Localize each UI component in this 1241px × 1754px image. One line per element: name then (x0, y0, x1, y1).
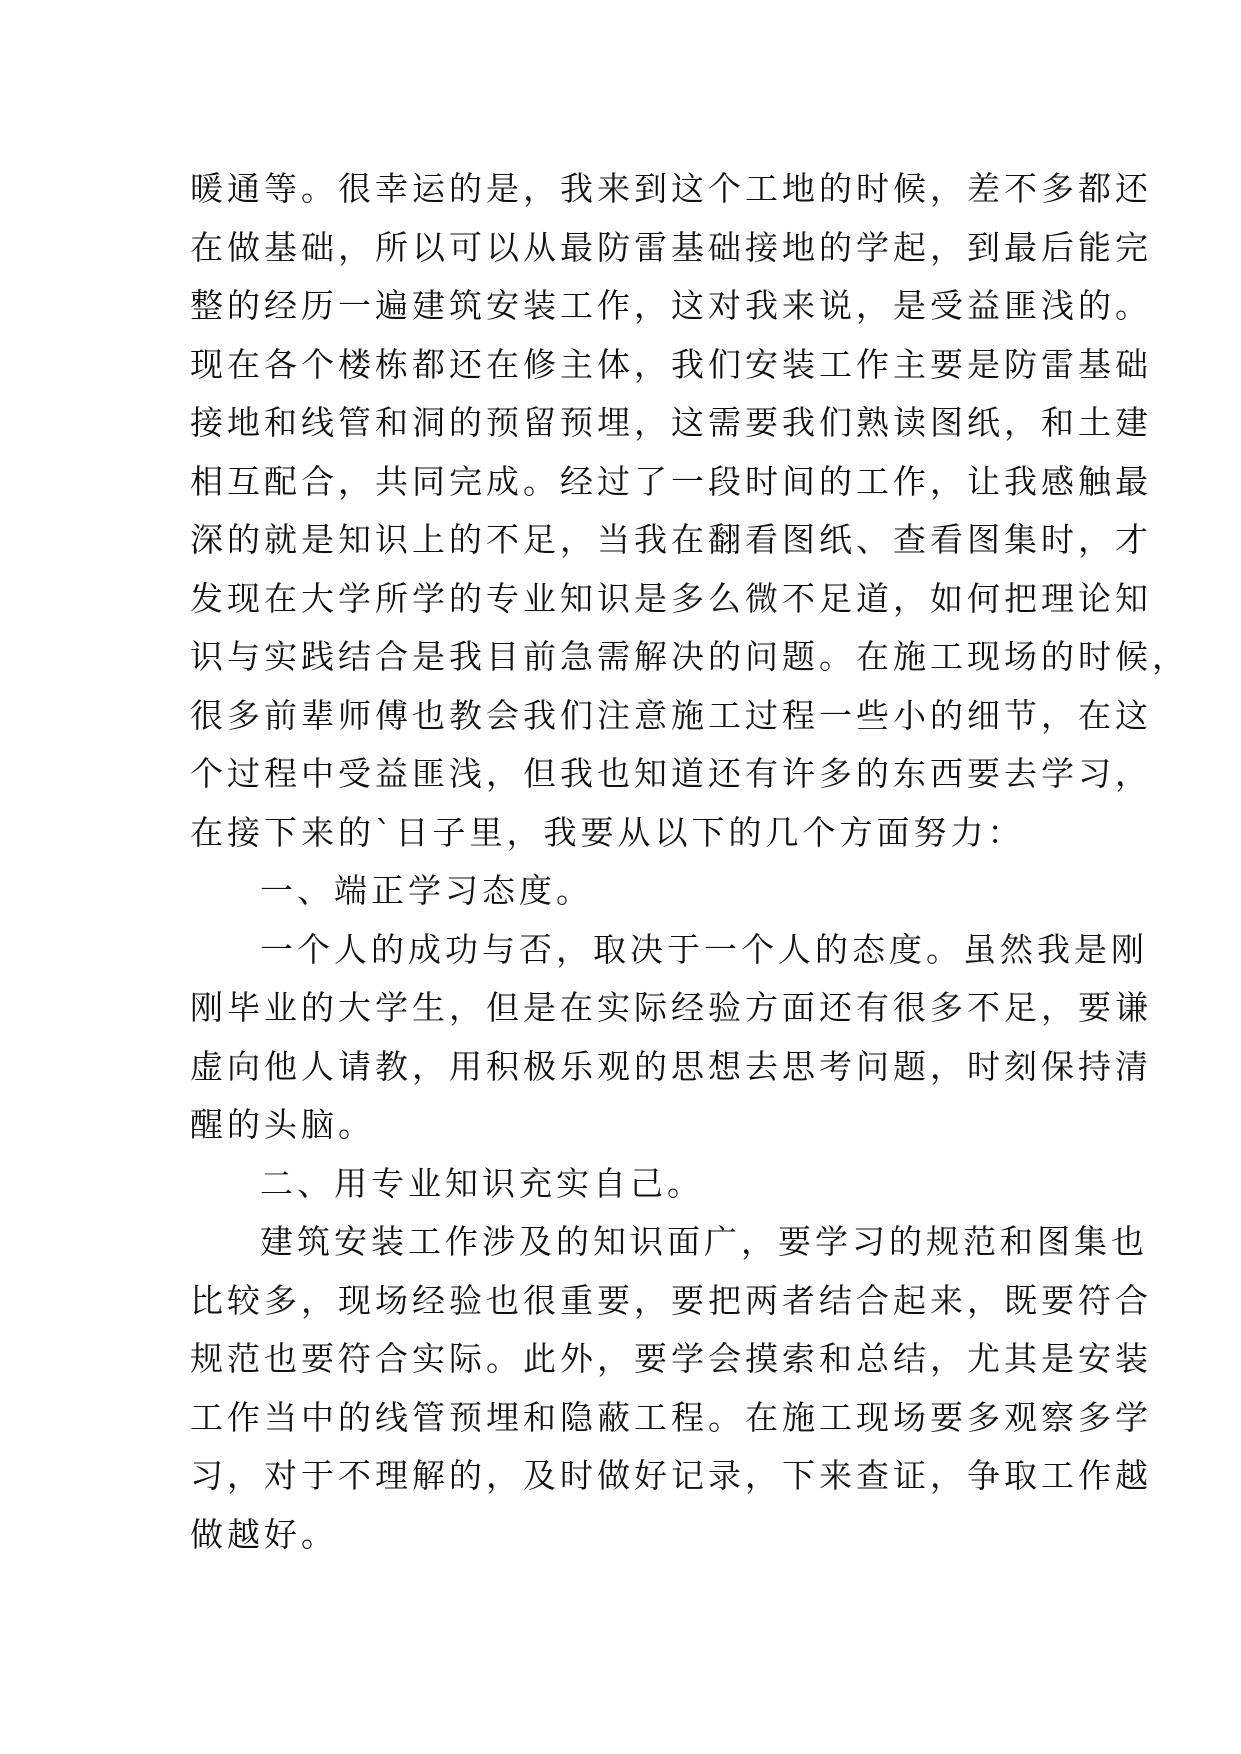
text-line: 工作当中的线管预埋和隐蔽工程。在施工现场要多观察多学 (190, 1397, 1152, 1437)
text-line: 很多前辈师傅也教会我们注意施工过程一些小的细节，在这 (190, 695, 1152, 735)
text-line: 在接下来的`日子里，我要从以下的几个方面努力： (190, 812, 1025, 852)
section-heading: 二、用专业知识充实自己。 (260, 1163, 704, 1203)
text-line: 整的经历一遍建筑安装工作，这对我来说，是受益匪浅的。 (190, 286, 1152, 325)
text-line: 刚毕业的大学生，但是在实际经验方面还有很多不足，要谦 (190, 988, 1152, 1027)
text-line: 深的就是知识上的不足，当我在翻看图纸、查看图集时，才 (190, 520, 1152, 559)
text-line: 现在各个楼栋都还在修主体，我们安装工作主要是防雷基础 (190, 344, 1152, 384)
text-line: 比较多，现场经验也很重要，要把两者结合起来，既要符合 (190, 1280, 1152, 1320)
text-line: 建筑安装工作涉及的知识面广，要学习的规范和图集也 (260, 1222, 1148, 1261)
text-line: 个过程中受益匪浅，但我也知道还有许多的东西要去学习， (190, 754, 1152, 793)
text-line: 识与实践结合是我目前急需解决的问题。在施工现场的时候， (190, 637, 1189, 676)
text-line: 接地和线管和洞的预留预埋，这需要我们熟读图纸，和土建 (190, 403, 1152, 442)
document-body (190, 160, 1189, 1564)
text-line: 相互配合，共同完成。经过了一段时间的工作，让我感触最 (190, 461, 1152, 501)
text-line: 暖通等。很幸运的是，我来到这个工地的时候，差不多都还 (190, 169, 1152, 208)
text-line: 发现在大学所学的专业知识是多么微不足道，如何把理论知 (190, 578, 1152, 618)
text-line: 规范也要符合实际。此外，要学会摸索和总结，尤其是安装 (190, 1339, 1152, 1378)
text-line: 习，对于不理解的，及时做好记录，下来查证，争取工作越 (190, 1456, 1152, 1495)
text-line: 一个人的成功与否，取决于一个人的态度。虽然我是刚 (260, 929, 1148, 969)
text-line: 虚向他人请教，用积极乐观的思想去思考问题，时刻保持清 (190, 1046, 1152, 1086)
text-line: 在做基础，所以可以从最防雷基础接地的学起，到最后能完 (190, 227, 1152, 267)
text-line: 醒的头脑。 (190, 1105, 375, 1144)
text-line: 做越好。 (190, 1514, 338, 1554)
section-heading: 一、端正学习态度。 (260, 871, 593, 910)
